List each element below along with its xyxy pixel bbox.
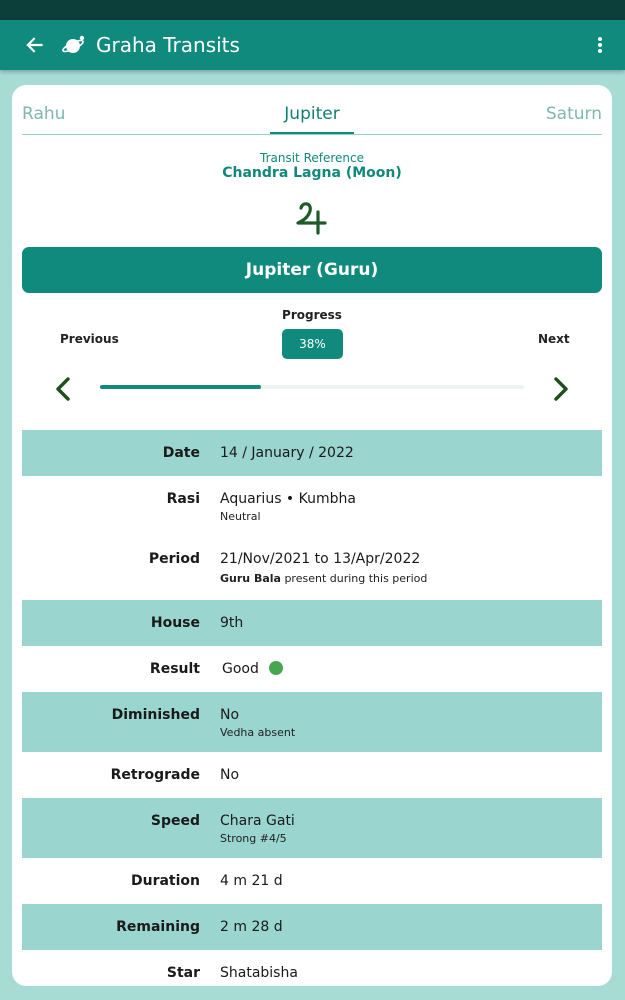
planet-icon [62, 33, 86, 57]
house-value: 9th [220, 615, 244, 631]
detail-row-rasi [22, 476, 602, 536]
detail-row-result [22, 646, 602, 692]
period-sub-text: present during this period [280, 572, 428, 585]
rasi-sub: Neutral [220, 510, 261, 523]
star-label: Star [166, 965, 200, 981]
duration-value: 4 m 21 d [220, 873, 283, 889]
result-value: Good [222, 661, 259, 677]
reference-value: Chandra Lagna (Moon) [222, 165, 402, 181]
detail-row-star [22, 950, 602, 986]
speed-label: Speed [150, 813, 200, 829]
progress-track[interactable] [100, 385, 524, 389]
good-status-dot-icon [269, 661, 283, 675]
tab-jupiter[interactable]: Jupiter [284, 104, 340, 124]
planet-tabs [22, 99, 602, 135]
detail-row-remaining [22, 904, 602, 950]
diminished-sub: Vedha absent [220, 726, 296, 739]
detail-row-retrograde [22, 752, 602, 798]
remaining-label: Remaining [116, 919, 200, 935]
chevron-right-icon[interactable] [550, 376, 572, 402]
period-value: 21/Nov/2021 to 13/Apr/2022 [220, 551, 421, 567]
duration-label: Duration [130, 873, 200, 889]
planet-name-banner: Jupiter (Guru) [22, 247, 602, 293]
retrograde-label: Retrograde [110, 767, 200, 783]
detail-row-house [22, 600, 602, 646]
detail-row-date [22, 430, 602, 476]
date-label: Date [162, 445, 200, 461]
remaining-value: 2 m 28 d [220, 919, 283, 935]
diminished-label: Diminished [111, 707, 200, 723]
guru-bala-text: Guru Bala [220, 572, 281, 585]
transit-card [12, 85, 612, 986]
star-value: Shatabisha [220, 965, 298, 981]
rasi-label: Rasi [166, 491, 200, 507]
speed-sub: Strong #4/5 [220, 832, 287, 845]
app-bar [0, 20, 625, 70]
result-value-wrap [222, 661, 283, 677]
progress-fill [100, 385, 261, 389]
diminished-value: No [220, 707, 240, 723]
detail-row-diminished [22, 692, 602, 752]
detail-row-speed [22, 798, 602, 858]
progress-badge: 38% [282, 329, 343, 359]
house-label: House [150, 615, 200, 631]
retrograde-value: No [220, 767, 240, 783]
jupiter-symbol-icon [292, 199, 332, 235]
detail-row-period [22, 536, 602, 600]
status-bar [0, 0, 625, 20]
rasi-value: Aquarius • Kumbha [220, 491, 356, 507]
result-label: Result [149, 661, 200, 677]
progress-label: Progress [282, 308, 342, 322]
arrow-left-icon[interactable] [22, 32, 48, 58]
detail-row-duration [22, 858, 602, 904]
period-label: Period [148, 551, 200, 567]
speed-value: Chara Gati [220, 813, 295, 829]
next-label: Next [538, 332, 570, 346]
tab-indicator [270, 132, 354, 134]
tab-saturn[interactable]: Saturn [545, 104, 602, 124]
date-value: 14 / January / 2022 [220, 445, 354, 461]
chevron-left-icon[interactable] [52, 376, 74, 402]
period-sub [220, 572, 427, 585]
more-vert-icon[interactable] [588, 32, 612, 58]
tab-rahu[interactable]: Rahu [22, 104, 66, 124]
app-title: Graha Transits [96, 33, 240, 57]
reference-label: Transit Reference [260, 151, 364, 165]
previous-label: Previous [60, 332, 119, 346]
